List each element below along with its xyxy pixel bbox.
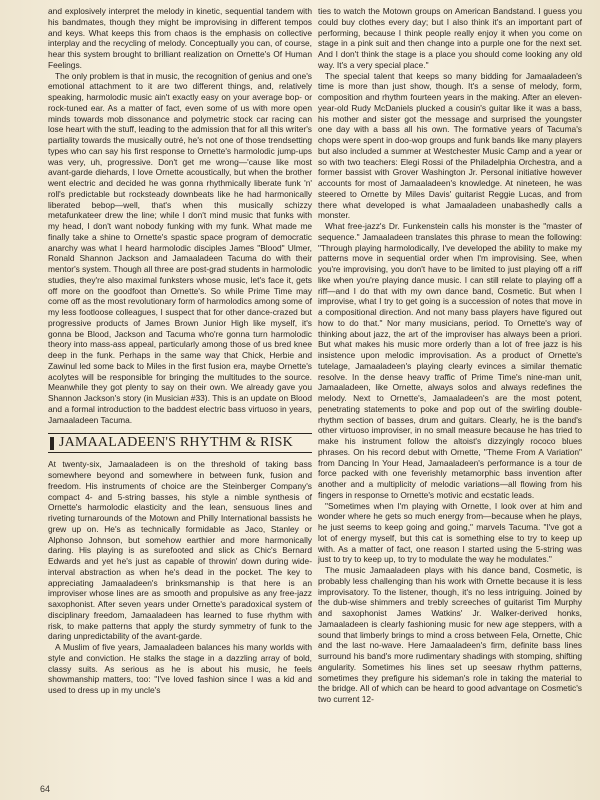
article-paragraph: ties to watch the Motown groups on American Bandstand. I guess you could buy clothes every day; but I also think it's an important part of performing, because I think people really enjoy it when you come on stage in a pink suit and then change into a purple one for the next set. And I don't think the stage is a place you should come looking any old way. It's a very special place." [318,6,582,70]
article-paragraph: and explosively interpret the melody in kinetic, sequential tandem with his bandmates, though they might be improvising in different tempos and keys. What keeps this from chaos is the emphasis on collective interplay and the recycling of melody. Conceptually you can, of course, hear this system brought to brilliant realization on Ornette's Of Human Feelings. [48,6,312,70]
article-paragraph: The music Jamaaladeen plays with his dance band, Cosmetic, is probably less challenging than his work with Ornette because it is less improvisatory. To the listener, though, it's no less intriguing. Joined by the dub-wise shimmers and trebly screeches of guitarist Tim Murphy and saxophonist James Watkins' Jr. Walker-derived honks, Jamaaladeen is clearly fashioning music for new age steppers, with a sound that limberly brings to mind a cross between Fela, Ornette, Chic and the last no-wave. Here Jamaaladeen's firm, definite bass lines surround his band's more rudimentary shadings with stomping, shifting angularity. Sometimes his lines set up seesaw rhythm patterns, sometimes they prefigure his sideman's role in taking the material to the bridge. All of which can be heard to good advantage on Cosmetic's two current 12- [318,565,582,704]
article-paragraph: At twenty-six, Jamaaladeen is on the threshold of taking bass somewhere beyond and somewhere in between funk, fusion and freedom. His instruments of choice are the Steinberger Company's compact 4- and 5-string basses, his style a nimble synthesis of Ornette's harmolodic elasticity and the lean, sensuous lines and riveting turnarounds of the Motown and Philly International bassists he grew up on. He's as technically formidable as Jaco, Stanley or Alphonso Johnson, but somehow earthier and more harmonically daring. His playing is as surefooted and slick as Chic's Bernard Edwards and yet he's just as capable of throwin' down during wide-interval abstraction as when he's dead in the pocket. The key to appreciating Jamaaladeen's brinksmanship is that here is an improviser whose lines are as smooth and propulsive as any free-jazz saxophonist. After seven years under Ornette's paradoxical system of disciplinary freedom, Jamaaladeen has learned to fuse rhythm with risk, to make patterns that apply the sturdy symmetry of funk to the daring unpredictability of the avant-garde. [48,459,312,642]
article-paragraph: A Muslim of five years, Jamaaladeen balances his many worlds with style and conviction. He stalks the stage in a dazzling array of bold, classy suits. As serious as he is about his music, he feels showmanship matters, too: "I've loved fashion since I was a kid and used to dress up in my uncle's [48,642,312,695]
article-paragraph: The special talent that keeps so many bidding for Jamaaladeen's time is more than just show, though. It's a sense of melody, form, composition and rhythm fourteen years in the making. After an eleven-year-old Rudy McDaniels plucked a cousin's guitar like it was a bass, his mother and sister got the message and surprised the youngster one day with a bass all his own. The formative years of Tacuma's chops were spent in doo-wop groups and funk bands like many players but also included a summer at Westchester Music Camp and a year or so with two teachers: Elegi Rossi of the Philadelphia Orchestra, and a former bassist with Grover Washington Jr. Personal initiative however accounts for most of Jamaaladeen's knowledge. At nineteen, he was steered to Ornette by Miles Davis' guitarist Reggie Lucas, and from there what developed is what Jamaaladeen unabashedly calls a monster. [318,70,582,221]
article-paragraph: What free-jazz's Dr. Funkenstein calls his monster is the "master of sequence." Jamaaladeen translates this phrase to mean the following: "Through playing harmolodically, I've developed the ability to make my patterns move in sequential order when I'm improvising. See, when you're improvising, you don't have to be limited to just playing off a riff like when you're playing dance music. I can still relate to playing off a riff—and I do that with my own dance band, Cosmetic. But when I improvise, what I try to get going is a succession of notes that move in a compositional direction. And not many bass players have figured out how to do that." Nor many musicians, period. To Ornette's way of thinking about jazz, the art of the improviser has always been a priori. But what makes his music more orderly than a lot of free jazz is his insistence upon melodic improvisation. As a product of Ornette's tutelage, Jamaaladeen's playing clearly evinces a similar thematic resolve. In the dense heavy traffic of Prime Time's nine-man unit, Jamaaladeen, like Ornette, always solos and always redefines the melody. Next to Ornette's, Jamaaladeen's are the most potent, penetrating statements to poke and pop out of the swirling double-rhythm section of basses, drum and guitars. Clearly, he is the band's other virtuoso improviser, in no small measure because he has tried to make his instrument follow the altoist's dizzyingly rococo blues phrases. On his record debut with Ornette, "Theme From A Variation" from Dancing In Your Head, Jamaaladeen's performance is a tour de force packed with one feverishly metamorphic bass invention after another and a multiplicity of melodic variations—all flowing from his fingers in response to Ornette's motivic and ecstatic leads. [318,221,582,500]
page-number: 64 [40,784,51,794]
section-heading-text: JAMAALADEEN'S RHYTHM & RISK [59,435,293,451]
heading-bar-ornament [50,437,54,450]
article-paragraph: The only problem is that in music, the recognition of genius and one's emotional attachment to it are two different things, and, relatively speaking, harmolodic music ain't exactly easy on your average bop- or rock-tuned ear. As a matter of fact, even some of us with more open minds towards mob dissonance and polymetric stock car racing can lose heart with the stuff, leading to the admission that for all this writer's partiality towards the musically outré, he's not one of those trendsetting types who can say his first response to Ornette's harmolodic jump-ups was very, uh, progressive. Don't get me wrong—'cause like most avant-garde diehards, I love Ornette acoustically, but when the brother went electric and decided he was gonna rhythmically liberate funk 'n' roll's predictable but rocksteady downbeats like he had harmonically liberated bebop—well, that's when this musically schizzy metafunkateer drew the line; while I don't mind music that funks with my head, I don't want nobody funking with my funk. What made me finally take a shine to Ornette's spastic space program of democratic anarchy was what I heard harmolodic disciples James "Blood" Ulmer, Ronald Shannon Jackson and Jamaaladeen Tacuma do with their mentor's system. Though all three are post-grad students in harmolodic studies, they're also maximal funksters whose music, let's face it, gets off more on the goodfoot than Ornette's. So while Prime Time may come off as the most revolutionary form of harmolodics among some of my less footloose colleagues, I suspect that for other dance-crazed but progressive products of James Brown Junior High like myself, it's gonna be Blood, Jackson and Tacuma who're gonna turn harmolodic theory into mass-ass appeal, particularly among those of us bred knee deep in the funk. Perhaps in the same way that Chick, Herbie and Zawinul led some back to Miles in the first fusion era, maybe Ornette's acolytes will be responsible for bringing the multitudes to the source. Meanwhile they got plenty to say on their own. We already gave you Shannon Jackson's story (in Musician #33). This is an update on Blood and a formal introduction to the baddest electric bass virtuoso in years, Jamaaladeen Tacuma. [48,70,312,425]
article-paragraph: "Sometimes when I'm playing with Ornette, I look over at him and wonder where he gets so much energy from—because when he plays, he just seems to keep going and going," marvels Tacuma. "I've got a lot of energy myself, but this cat is something else to try to keep up with. As a matter of fact, one reason I started using the 5-string was just to try to keep up, to try to modulate the way he modulates." [318,500,582,565]
right-column [318,6,582,705]
left-column [48,6,312,696]
section-heading [48,433,312,453]
